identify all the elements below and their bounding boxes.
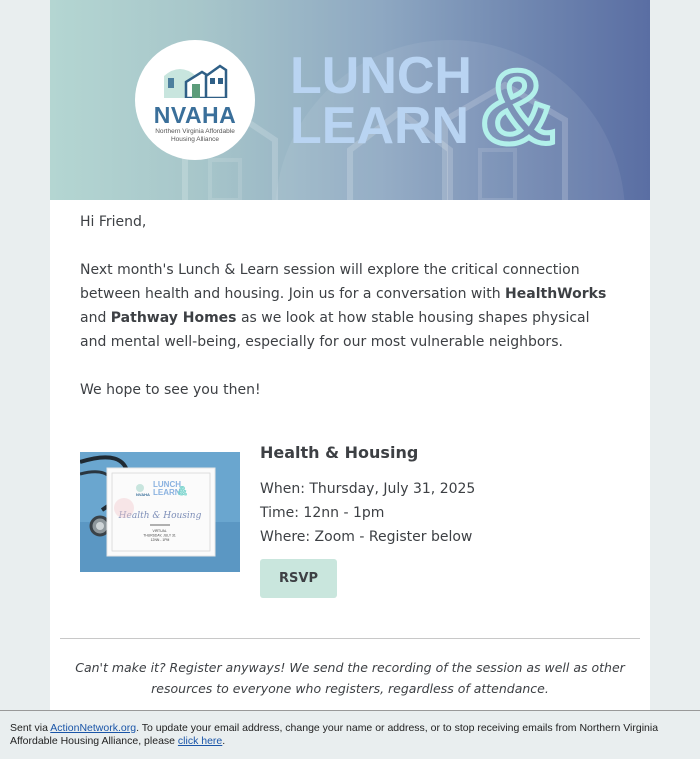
- footer-middle: . To update your email address, change your name or address, or to stop receiving emails from Northern Virginia Affordable Housing Alliance, please: [10, 722, 659, 747]
- intro-text-1: Next month's Lunch & Learn session will explore the critical connection between health and housing. Join us for a conversation with: [80, 262, 580, 302]
- event-where: Where: Zoom - Register below: [260, 529, 473, 545]
- unsubscribe-link[interactable]: click here: [177, 735, 223, 747]
- rsvp-button[interactable]: RSVP: [260, 559, 337, 598]
- event-flyer-image: [80, 452, 240, 572]
- header-banner: [50, 0, 650, 200]
- flyer-details: VIRTUAL THURSDAY, JULY 31 12NN - 1PM: [143, 529, 176, 542]
- event-when: When: Thursday, July 31, 2025: [260, 481, 476, 497]
- partner-healthworks: HealthWorks: [505, 286, 607, 302]
- event-title: Health & Housing: [260, 443, 419, 462]
- event-time: Time: 12nn - 1pm: [260, 505, 385, 521]
- intro-text-2: as we look at how stable housing shapes physical and mental well-being, especially for our most vulnerable neighbors.: [80, 310, 590, 350]
- flyer-health-housing: Health & Housing: [118, 511, 202, 521]
- intro-text-and: and: [80, 310, 111, 326]
- email-card: [50, 0, 650, 710]
- footer-suffix: .: [222, 735, 226, 747]
- closing-line: We hope to see you then!: [80, 382, 261, 398]
- partner-pathway-homes: Pathway Homes: [110, 310, 237, 326]
- org-full-name: Northern Virginia Affordable Housing Alliance: [155, 128, 235, 143]
- title-learn: LEARN: [290, 97, 470, 148]
- nvaha-logo: [135, 40, 255, 160]
- title-lunch: LUNCH: [290, 48, 472, 105]
- stethoscope-flyer-graphic: [80, 452, 240, 572]
- flyer-title-learn: LEARN: [153, 488, 181, 497]
- greeting: Hi Friend,: [80, 214, 147, 230]
- flyer-ampersand: &: [178, 484, 187, 498]
- org-name: NVAHA: [153, 102, 237, 128]
- divider: [60, 638, 640, 639]
- actionnetwork-link[interactable]: ActionNetwork.org: [50, 722, 137, 734]
- flyer-org-name: NVAHA: [136, 492, 150, 497]
- registration-note: Can't make it? Register anyways! We send the recording of the session as well as other resources to everyone who registers, regardless of attendance.: [75, 660, 625, 696]
- footer-text: [10, 722, 690, 748]
- footer-prefix: Sent via: [10, 722, 51, 734]
- title-ampersand: &: [480, 49, 556, 148]
- flyer-title-lunch: LUNCH: [153, 480, 181, 489]
- houses-logo-icon: [162, 62, 228, 98]
- lunch-and-learn-title: [290, 48, 620, 148]
- intro-paragraph: [80, 258, 620, 354]
- footer: [0, 710, 700, 759]
